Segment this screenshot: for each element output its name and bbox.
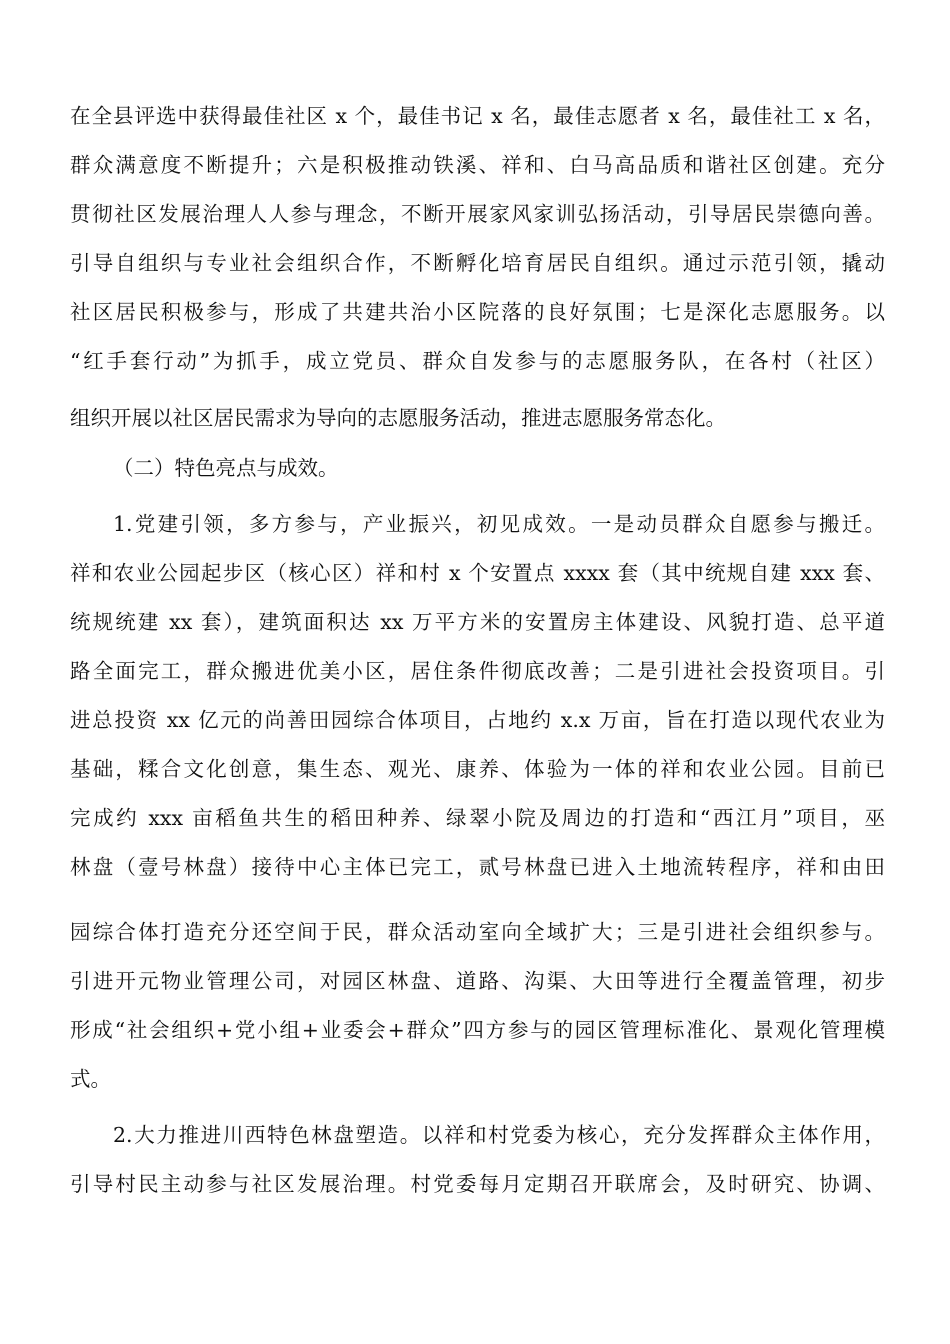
paragraph-line: 引进开元物业管理公司，对园区林盘、道路、沟渠、大田等进行全覆盖管理，初步 (70, 969, 885, 993)
paragraph-line: 祥和农业公园起步区（核心区）祥和村 x 个安置点 xxxx 套（其中统规自建 xxx 套、 (70, 561, 885, 585)
paragraph-line: 形成“社会组织+党小组+业委会+群众”四方参与的园区管理标准化、景观化管理模 (70, 1018, 885, 1042)
paragraph-line: 引导村民主动参与社区发展治理。村党委每月定期召开联席会，及时研究、协调、 (70, 1172, 885, 1196)
paragraph-line: 贯彻社区发展治理人人参与理念，不断开展家风家训弘扬活动，引导居民崇德向善。 (70, 202, 885, 226)
paragraph-line: 组织开展以社区居民需求为导向的志愿服务活动，推进志愿服务常态化。 (70, 406, 726, 430)
paragraph-line: 统规统建 xx 套），建筑面积达 xx 万平方米的安置房主体建设、风貌打造、总平道 (70, 610, 885, 634)
paragraph-line: 林盘（壹号林盘）接待中心主体已完工，贰号林盘已进入土地流转程序，祥和由田 (70, 855, 885, 879)
paragraph-line: 基础，糅合文化创意，集生态、观光、康养、体验为一体的祥和农业公园。目前已 (70, 757, 885, 781)
section-heading: （二）特色亮点与成效。 (113, 456, 339, 480)
paragraph-line: 引导自组织与专业社会组织合作，不断孵化培育居民自组织。通过示范引领，撬动 (70, 251, 885, 275)
paragraph-line: 群众满意度不断提升；六是积极推动铁溪、祥和、白马高品质和谐社区创建。充分 (70, 153, 885, 177)
paragraph-line: “红手套行动”为抓手，成立党员、群众自发参与的志愿服务队，在各村（社区） (70, 349, 885, 373)
paragraph-line: 完成约 xxx 亩稻鱼共生的稻田种养、绿翠小院及周边的打造和“西江月”项目，巫 (70, 806, 885, 830)
paragraph-line: 社区居民积极参与，形成了共建共治小区院落的良好氛围；七是深化志愿服务。以 (70, 300, 885, 324)
paragraph-line: 路全面完工，群众搬进优美小区，居住条件彻底改善；二是引进社会投资项目。引 (70, 659, 885, 683)
paragraph-line: 1.党建引领，多方参与，产业振兴，初见成效。一是动员群众自愿参与搬迁。 (113, 512, 885, 536)
paragraph-line: 园综合体打造充分还空间于民，群众活动室向全域扩大；三是引进社会组织参与。 (70, 920, 885, 944)
paragraph-line: 在全县评选中获得最佳社区 x 个，最佳书记 x 名，最佳志愿者 x 名，最佳社工 x 名， (70, 104, 885, 128)
paragraph-line: 进总投资 xx 亿元的尚善田园综合体项目，占地约 x.x 万亩，旨在打造以现代农业为 (70, 708, 885, 732)
paragraph-line: 式。 (70, 1067, 111, 1091)
paragraph-line: 2.大力推进川西特色林盘塑造。以祥和村党委为核心，充分发挥群众主体作用， (113, 1123, 885, 1147)
